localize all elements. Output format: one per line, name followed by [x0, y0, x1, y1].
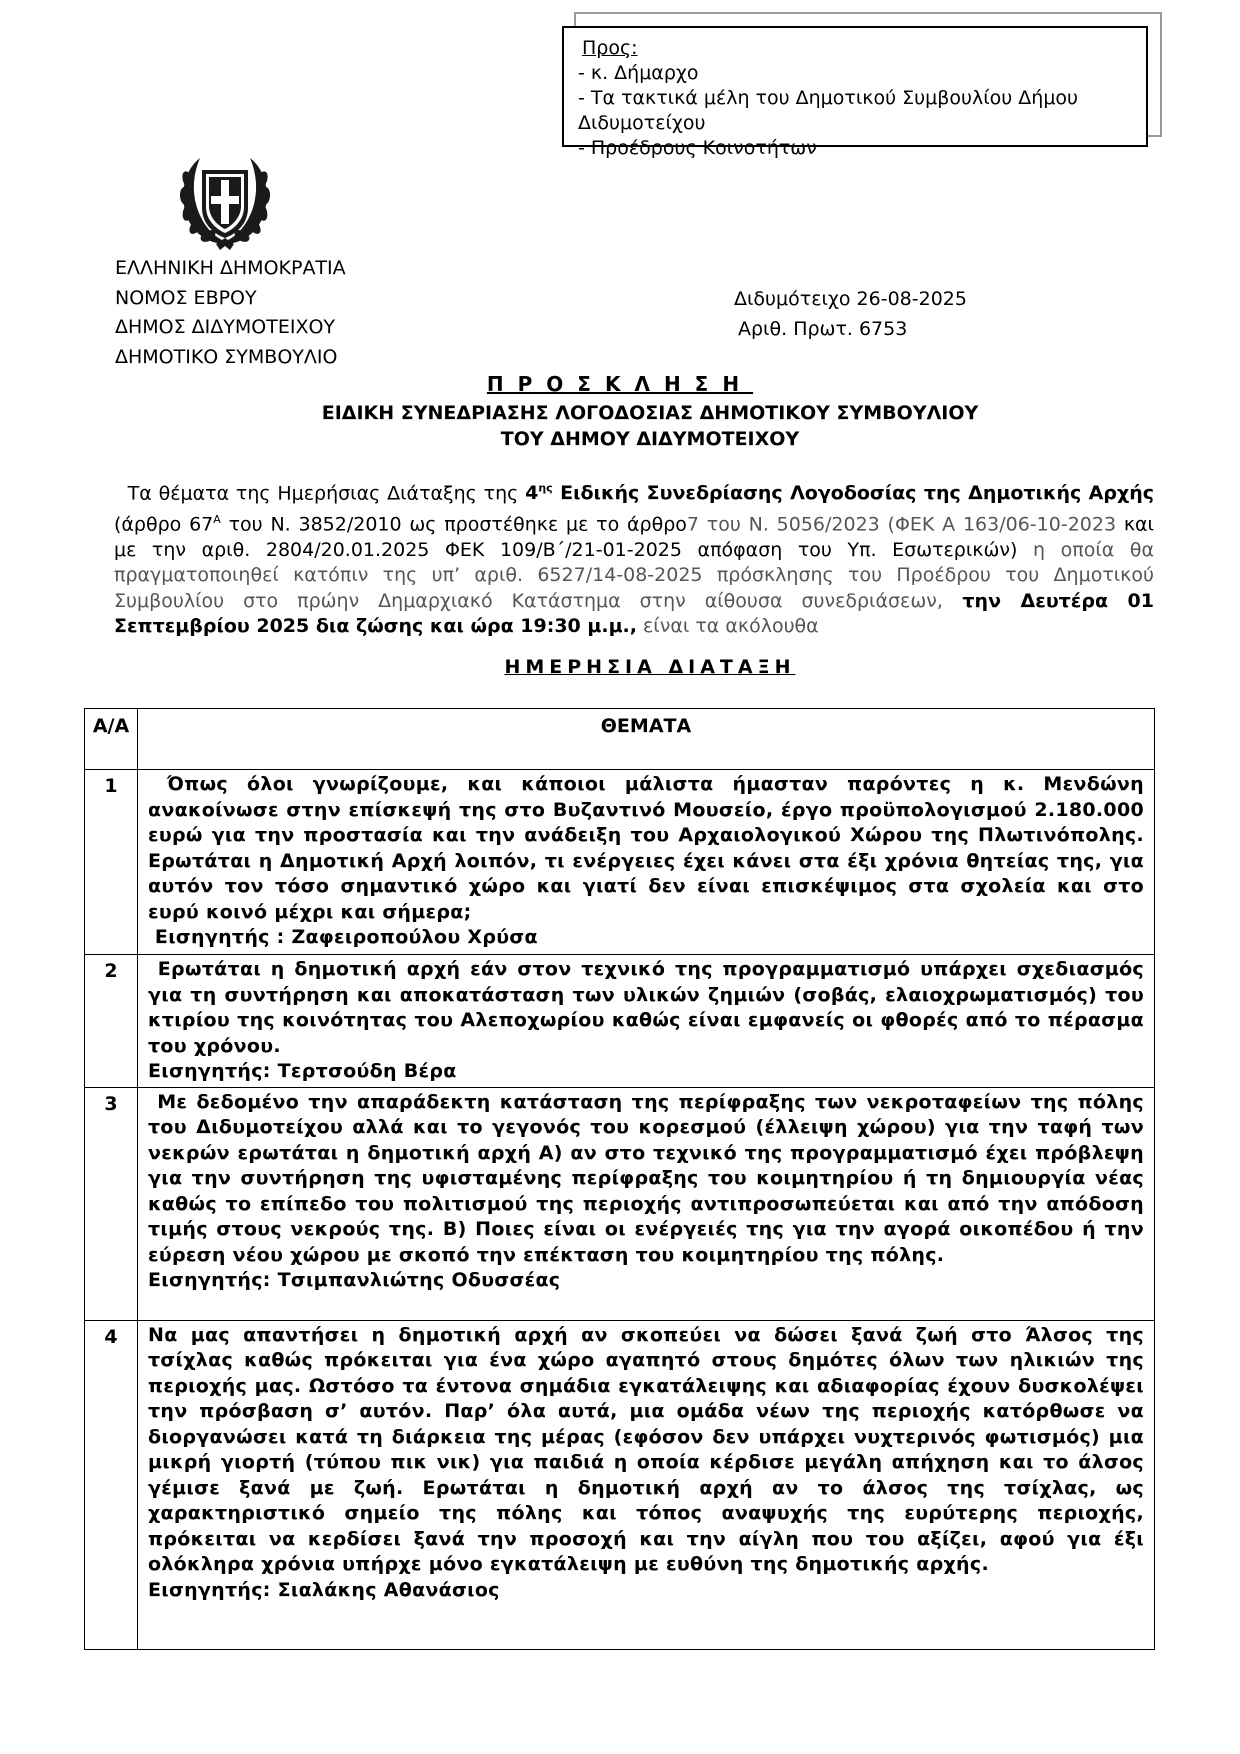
intro-invitation-ref: η οποία θα πραγματοποιηθεί κατόπιν της υπ’ αριθ. 6527/14-08-2025 πρόσκλησης του Προέδρου του Δημοτικού Συμβουλίου στο πρώην Δημαρχιακό Κατάστημα στην αίθουσα συνεδριάσεων,: [114, 538, 1154, 612]
item-number: 3: [85, 1087, 138, 1320]
agenda-table: [84, 708, 1155, 1650]
document-title: ΠΡΟΣΚΛΗΣΗ: [486, 372, 754, 396]
recipient-line: Διδυμοτείχου: [578, 112, 706, 134]
item-topic: [138, 770, 1155, 955]
issuer-state: ΕΛΛΗΝΙΚΗ ΔΗΜΟΚΡΑΤΙΑ: [115, 257, 346, 279]
item-text: Όπως όλοι γνωρίζουμε, και κάποιοι μάλιστα ήμασταν παρόντες η κ. Μενδώνη ανακοίνωσε στην επίσκεψή της στο Βυζαντινό Μουσείο, έργο προϋπολογισμού 2.180.000 ευρώ για την προστασία και την ανάδειξη του Αρχαιολογικού Χώρου της Πλωτινόπολης. Ερωτάται η Δημοτική Αρχή λοιπόν, τι ενέργειες έχει κάνει στα έξι χρόνια θητείας της, για αυτόν τον τόσο σημαντικό χώρο και γιατί δεν είναι επισκέψιμος στα σχολεία και στο ευρύ κοινό μέχρι και σήμερα;: [148, 773, 1144, 923]
item-number: 2: [85, 955, 138, 1088]
issuer-council: ΔΗΜΟΤΙΚΟ ΣΥΜΒΟΥΛΙΟ: [115, 345, 338, 368]
intro-ordinal: 4: [525, 482, 539, 505]
agenda-header-row: [85, 709, 1155, 770]
item-number: 4: [85, 1320, 138, 1649]
item-rapporteur: Εισηγητής: Τερτσούδη Βέρα: [148, 1060, 457, 1082]
intro-paragraph: [114, 476, 1154, 640]
table-row: [85, 770, 1155, 955]
intro-ordinal-suffix: ης: [538, 482, 553, 495]
table-row: [85, 955, 1155, 1088]
agenda-title: ΗΜΕΡΗΣΙΑ ΔΙΑΤΑΞΗ: [504, 656, 796, 678]
recipient-line: - κ. Δήμαρχο: [578, 62, 699, 84]
greek-emblem-icon: [172, 152, 278, 252]
col-header-number: Α/Α: [85, 709, 138, 770]
recipients-box: [562, 12, 1162, 159]
item-rapporteur: Εισηγητής: Τσιμπανλιώτης Οδυσσέας: [148, 1269, 561, 1291]
intro-text-3: του Ν. 3852/2010 ως προστέθηκε με το άρθρο: [220, 513, 687, 536]
recipients-heading: Προς:: [582, 37, 638, 59]
subtitle-line-2: ΤΟΥ ΔΗΜΟΥ ΔΙΔΥΜΟΤΕΙΧΟΥ: [500, 428, 800, 450]
intro-text-4: και με την αριθ. 2804/20.01.2025 ΦΕΚ 109/Β΄/21-01-2025 απόφαση του Υπ. Εσωτερικών): [114, 513, 1154, 561]
rapporteur-name: Εισηγητής : Ζαφειροπούλου Χρύσα: [154, 926, 538, 948]
intro-article-suffix: Α: [213, 512, 221, 526]
issuer-municipality: ΔΗΜΟΣ ΔΙΔΥΜΟΤΕΙΧΟΥ: [115, 316, 336, 338]
item-text: Ερωτάται η δημοτική αρχή εάν στον τεχνικό της προγραμματισμό υπάρχει σχεδιασμός για τη συντήρηση και αποκατάσταση των υλικών ζημιών (σοβάς, ελαιοχρωματισμός) του κτιρίου της κοινότητας του Αλεποχωρίου καθώς είναι εμφανείς οι φθορές από το πέρασμα του χρόνου.: [148, 958, 1144, 1057]
item-topic: [138, 955, 1155, 1088]
intro-meeting-datetime: την Δευτέρα 01 Σεπτεμβρίου 2025 δια ζώσης και ώρα 19:30 μ.μ.,: [114, 589, 1154, 638]
recipients-text: [578, 36, 1078, 161]
item-rapporteur: Εισηγητής: Σιαλάκης Αθανάσιος: [148, 1578, 500, 1601]
issuer-block: [115, 254, 346, 372]
intro-session-name: Ειδικής Συνεδρίασης Λογοδοσίας της Δημοτικής Αρχής: [552, 482, 1154, 505]
item-text: Με δεδομένο την απαράδεκτη κατάσταση της περίφραξης των νεκροταφείων της πόλης του Διδυμοτείχου αλλά και το γεγονός του κορεσμού (έλλειψη χώρου) για την ταφή των νεκρών ερωτάται η δημοτική αρχή Α) αν στο τεχνικό της προγραμματισμό έχει πρόβλεψη για την συντήρηση της υφισταμένης περίφραξης του κοιμητηρίου ή τη δημιουργία νέας καθώς το επίπεδο του πολιτισμού της περιοχής αντιπροσωπεύεται και από την απόδοση τιμής στους νεκρούς της. Β) Ποιες είναι οι ενέργειές της για την αγορά οικοπέδου ή την εύρεση νέου χώρου με σκοπό την επέκταση του κοιμητηρίου της πόλης.: [148, 1090, 1144, 1266]
item-rapporteur: [148, 925, 1144, 951]
item-topic: [138, 1320, 1155, 1649]
place-date: Διδυμότειχο 26-08-2025: [734, 288, 967, 310]
issuer-prefecture: ΝΟΜΟΣ ΕΒΡΟΥ: [115, 286, 257, 309]
item-text: Να μας απαντήσει η δημοτική αρχή αν σκοπεύει να δώσει ξανά ζωή στο Άλσος της τσίχλας καθώς πρόκειται για ένα χώρο αγαπητό στους δημότες όλων των ηλικιών της περιοχής μας. Ωστόσο τα έντονα σημάδια εγκατάλειψης και αδιαφορίας έχουν δυσκολέψει την πρόσβαση σ’ αυτόν. Παρ’ όλα αυτά, μια ομάδα νέων της περιοχής κατόρθωσε να διοργανώσει κατά τη διάρκεια της μέρας (εφόσον δεν υπάρχει νυχτερινός φωτισμός) μια μικρή γιορτή (τύπου πικ νικ) για παιδιά η οποία κέρδισε μεγάλη απήχηση και το άλσος γέμισε ξανά με ζωή. Ερωτάται η δημοτική αρχή αν το άλσος της τσίχλας, ως χαρακτηριστικό σημείο της πόλης και τόπος αναψυχής της ευρύτερης περιοχής, πρόκειται να κερδίσει ξανά την προσοχή και την αίγλη που του αξίζει, αφού για έξι ολόκληρα χρόνια υπήρχε μόνο εγκατάλειψη με ευθύνη της δημοτικής αρχής.: [148, 1323, 1144, 1575]
recipient-line: - Τα τακτικά μέλη του Δημοτικού Συμβουλίου Δήμου: [578, 87, 1079, 109]
col-header-topics: ΘΕΜΑΤΑ: [138, 709, 1155, 770]
intro-text-end: είναι τα ακόλουθα: [637, 615, 819, 638]
item-number: 1: [85, 770, 138, 955]
table-row: [85, 1087, 1155, 1320]
subtitle-line-1: ΕΙΔΙΚΗ ΣΥΝΕΔΡΙΑΣΗΣ ΛΟΓΟΔΟΣΙΑΣ ΔΗΜΟΤΙΚΟΥ ΣΥΜΒΟΥΛΙΟΥ: [321, 402, 979, 424]
intro-text-2: (άρθρο 67: [114, 513, 214, 536]
protocol-number: Αριθ. Πρωτ. 6753: [738, 318, 908, 340]
intro-text-1: Τα θέματα της Ημερήσιας Διάταξης της: [127, 482, 526, 505]
recipient-line: - Προέδρους Κοινοτήτων: [578, 137, 817, 159]
document-meta: [734, 284, 967, 344]
table-row: [85, 1320, 1155, 1649]
item-topic: [138, 1087, 1155, 1320]
document-subtitle: [0, 400, 1240, 452]
intro-law-ref: 7 του Ν. 5056/2023 (ΦΕΚ Α 163/06-10-2023: [686, 513, 1117, 536]
